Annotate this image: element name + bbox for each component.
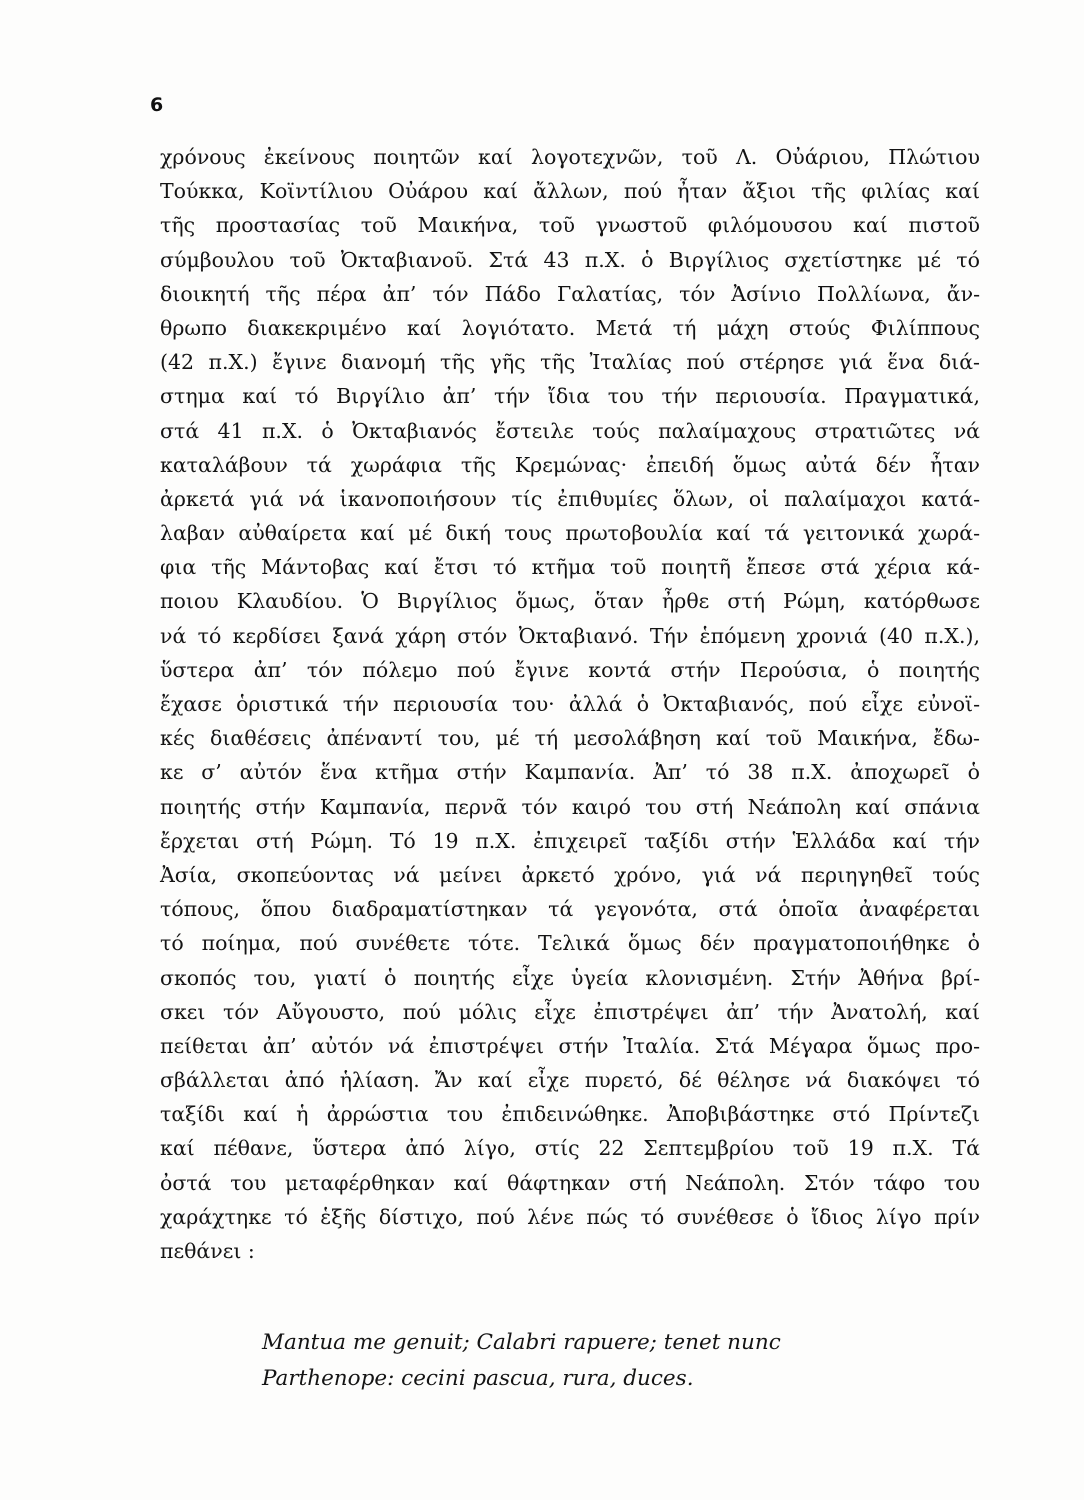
text-line: ποιου Κλαυδίου. Ὁ Βιργίλιος ὅμως, ὅταν ἦρθε στή Ρώμη, κατόρθωσε xyxy=(160,589,980,614)
text-line: φια τῆς Μάντοβας καί ἔτσι τό κτῆμα τοῦ ποιητῆ ἔπεσε στά χέρια κά- xyxy=(160,555,980,580)
text-line: πείθεται ἀπ’ αὐτόν νά ἐπιστρέψει στήν Ἰταλία. Στά Μέγαρα ὅμως προ- xyxy=(160,1033,980,1058)
text-line: κε σ’ αὐτόν ἕνα κτῆμα στήν Καμπανία. Ἀπ’ τό 38 π.Χ. ἀποχωρεῖ ὁ xyxy=(160,760,980,785)
text-line: ὀστά του μεταφέρθηκαν καί θάφτηκαν στή Νεάπολη. Στόν τάφο του xyxy=(160,1170,980,1195)
text-line: σκει τόν Αὔγουστο, πού μόλις εἶχε ἐπιστρέψει ἀπ’ τήν Ἀνατολή, καί xyxy=(160,999,980,1024)
text-line: κές διαθέσεις ἀπέναντί του, μέ τή μεσολάβηση καί τοῦ Μαικήνα, ἔδω- xyxy=(160,726,980,751)
text-line: (42 π.Χ.) ἔγινε διανομή τῆς γῆς τῆς Ἰταλίας πού στέρησε γιά ἕνα διά- xyxy=(160,350,980,375)
page-number: 6 xyxy=(150,94,164,116)
text-line: ἀρκετά γιά νά ἱκανοποιήσουν τίς ἐπιθυμίες ὅλων, οἱ παλαίμαχοι κατά- xyxy=(160,486,980,511)
text-line: Τούκκα, Κοϊντίλιου Οὐάρου καί ἄλλων, πού ἦταν ἄξιοι τῆς φιλίας καί xyxy=(160,179,980,204)
text-line: λαβαν αὐθαίρετα καί μέ δική τους πρωτοβουλία καί τά γειτονικά χωρά- xyxy=(160,521,980,546)
text-line: στημα καί τό Βιργίλιο ἀπ’ τήν ἴδια του τήν περιουσία. Πραγματικά, xyxy=(160,384,980,409)
text-line: ἔχασε ὁριστικά τήν περιουσία του· ἀλλά ὁ Ὀκταβιανός, πού εἶχε εὐνοϊ- xyxy=(160,692,980,716)
text-line: τό ποίημα, πού συνέθετε τότε. Τελικά ὅμως δέν πραγματοποιήθηκε ὁ xyxy=(160,931,980,956)
text-line: θρωπο διακεκριμένο καί λογιότατο. Μετά τή μάχη στούς Φιλίππους xyxy=(160,315,980,340)
text-line: στά 41 π.Χ. ὁ Ὀκταβιανός ἔστειλε τούς παλαίμαχους στρατιῶτες νά xyxy=(160,418,980,443)
text-line: ὕστερα ἀπ’ τόν πόλεμο πού ἔγινε κοντά στήν Περούσια, ὁ ποιητής xyxy=(160,657,980,682)
text-line: χαράχτηκε τό ἑξῆς δίστιχο, πού λένε πώς τό συνέθεσε ὁ ἴδιος λίγο πρίν xyxy=(160,1204,980,1229)
text-line: καταλάβουν τά χωράφια τῆς Κρεμώνας· ἐπειδή ὅμως αὐτά δέν ἦταν xyxy=(160,452,980,477)
text-line: ἔρχεται στή Ρώμη. Τό 19 π.Χ. ἐπιχειρεῖ ταξίδι στήν Ἑλλάδα καί τήν xyxy=(160,828,980,853)
text-line: καί πέθανε, ὕστερα ἀπό λίγο, στίς 22 Σεπτεμβρίου τοῦ 19 π.Χ. Τά xyxy=(160,1136,980,1161)
text-line: σκοπός του, γιατί ὁ ποιητής εἶχε ὑγεία κλονισμένη. Στήν Ἀθήνα βρί- xyxy=(160,965,980,990)
text-line: πεθάνει : xyxy=(160,1239,255,1263)
text-line: Ἀσία, σκοπεύοντας νά μείνει ἀρκετό χρόνο, γιά νά περιηγηθεῖ τούς xyxy=(160,862,980,887)
text-line: χρόνους ἐκείνους ποιητῶν καί λογοτεχνῶν, τοῦ Λ. Οὐάριου, Πλώτιου xyxy=(160,145,980,169)
text-line: νά τό κερδίσει ξανά χάρη στόν Ὀκταβιανό. Τήν ἑπόμενη χρονιά (40 π.Χ.), xyxy=(160,623,980,648)
text-line: τόπους, ὅπου διαδραματίστηκαν τά γεγονότα, στά ὁποῖα ἀναφέρεται xyxy=(160,897,980,922)
text-line: σβάλλεται ἀπό ἡλίαση. Ἄν καί εἶχε πυρετό, δέ θέλησε νά διακόψει τό xyxy=(160,1068,980,1093)
text-line: ταξίδι καί ἡ ἀρρώστια του ἐπιδεινώθηκε. Ἀποβιβάστηκε στό Πρίντεζι xyxy=(160,1102,980,1127)
text-line: διοικητή τῆς πέρα ἀπ’ τόν Πάδο Γαλατίας, τόν Ἀσίνιο Πολλίωνα, ἄν- xyxy=(160,281,980,306)
text-line: σύμβουλου τοῦ Ὀκταβιανοῦ. Στά 43 π.Χ. ὁ Βιργίλιος σχετίστηκε μέ τό xyxy=(160,247,980,272)
latin-epitaph xyxy=(262,1325,781,1397)
body-text xyxy=(160,140,980,1268)
text-line: τῆς προστασίας τοῦ Μαικήνα, τοῦ γνωστοῦ φιλόμουσου καί πιστοῦ xyxy=(160,213,980,238)
text-line: ποιητής στήν Καμπανία, περνᾶ τόν καιρό του στή Νεάπολη καί σπάνια xyxy=(160,794,980,819)
verse-line: Mantua me genuit; Calabri rapuere; tenet nunc xyxy=(262,1330,781,1355)
verse-line: Parthenope: cecini pascua, rura, duces. xyxy=(262,1366,694,1391)
